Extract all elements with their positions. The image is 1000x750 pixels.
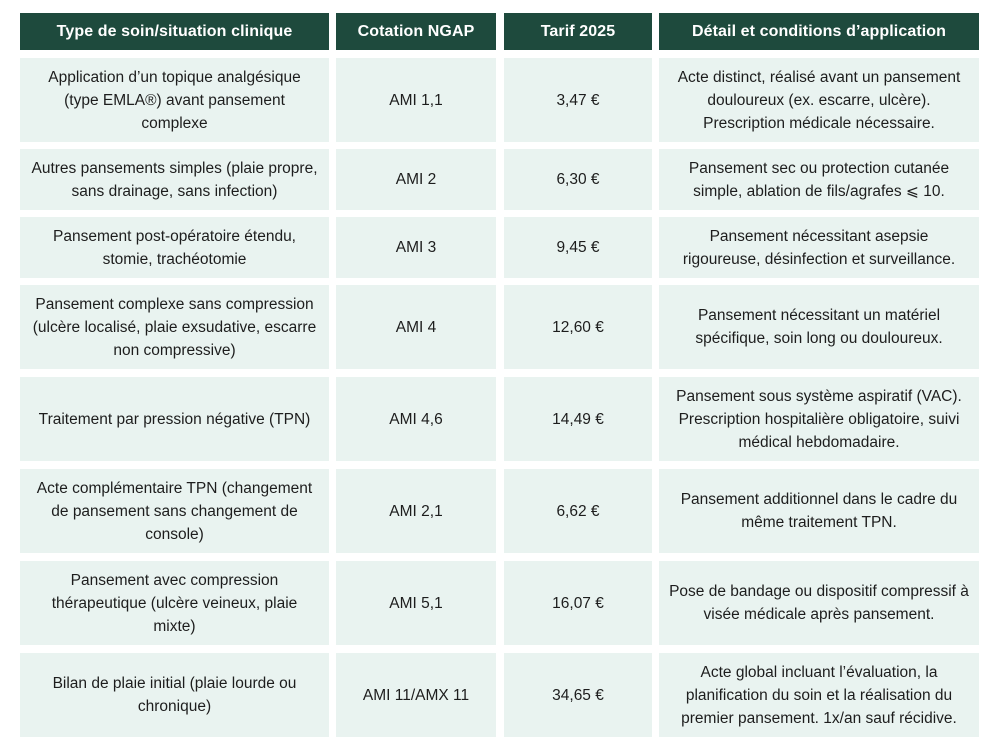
cell-cotation: AMI 5,1 (336, 561, 496, 645)
cell-cotation: AMI 3 (336, 217, 496, 278)
header-cotation: Cotation NGAP (336, 13, 496, 50)
cell-type: Bilan de plaie initial (plaie lourde ou chronique) (20, 653, 329, 737)
cell-tarif: 14,49 € (504, 377, 652, 461)
cell-detail: Acte global incluant l’évaluation, la planification du soin et la réalisation du premier pansement. 1x/an sauf récidive. (659, 653, 979, 737)
cell-tarif: 12,60 € (504, 285, 652, 369)
cell-cotation: AMI 1,1 (336, 58, 496, 142)
cell-type: Pansement avec compression thérapeutique (ulcère veineux, plaie mixte) (20, 561, 329, 645)
cell-tarif: 9,45 € (504, 217, 652, 278)
cell-detail: Acte distinct, réalisé avant un pansement douloureux (ex. escarre, ulcère). Prescription médicale nécessaire. (659, 58, 979, 142)
cell-detail: Pose de bandage ou dispositif compressif à visée médicale après pansement. (659, 561, 979, 645)
cell-detail: Pansement additionnel dans le cadre du même traitement TPN. (659, 469, 979, 553)
cell-tarif: 34,65 € (504, 653, 652, 737)
cell-detail: Pansement nécessitant asepsie rigoureuse, désinfection et surveillance. (659, 217, 979, 278)
header-tarif: Tarif 2025 (504, 13, 652, 50)
cell-tarif: 3,47 € (504, 58, 652, 142)
header-detail: Détail et conditions d’application (659, 13, 979, 50)
header-type: Type de soin/situation clinique (20, 13, 329, 50)
cell-type: Autres pansements simples (plaie propre, sans drainage, sans infection) (20, 149, 329, 210)
cell-cotation: AMI 2 (336, 149, 496, 210)
cell-detail: Pansement nécessitant un matériel spécifique, soin long ou douloureux. (659, 285, 979, 369)
cell-cotation: AMI 2,1 (336, 469, 496, 553)
cell-tarif: 6,62 € (504, 469, 652, 553)
cell-detail: Pansement sous système aspiratif (VAC). Prescription hospitalière obligatoire, suivi médical hebdomadaire. (659, 377, 979, 461)
cell-cotation: AMI 4,6 (336, 377, 496, 461)
cell-type: Traitement par pression négative (TPN) (20, 377, 329, 461)
cell-detail: Pansement sec ou protection cutanée simple, ablation de fils/agrafes ⩽ 10. (659, 149, 979, 210)
cell-type: Pansement complexe sans compression (ulcère localisé, plaie exsudative, escarre non compressive) (20, 285, 329, 369)
cell-cotation: AMI 4 (336, 285, 496, 369)
cell-cotation: AMI 11/AMX 11 (336, 653, 496, 737)
cell-tarif: 6,30 € (504, 149, 652, 210)
cell-tarif: 16,07 € (504, 561, 652, 645)
cell-type: Pansement post-opératoire étendu, stomie, trachéotomie (20, 217, 329, 278)
cell-type: Acte complémentaire TPN (changement de pansement sans changement de console) (20, 469, 329, 553)
cell-type: Application d’un topique analgésique (type EMLA®) avant pansement complexe (20, 58, 329, 142)
